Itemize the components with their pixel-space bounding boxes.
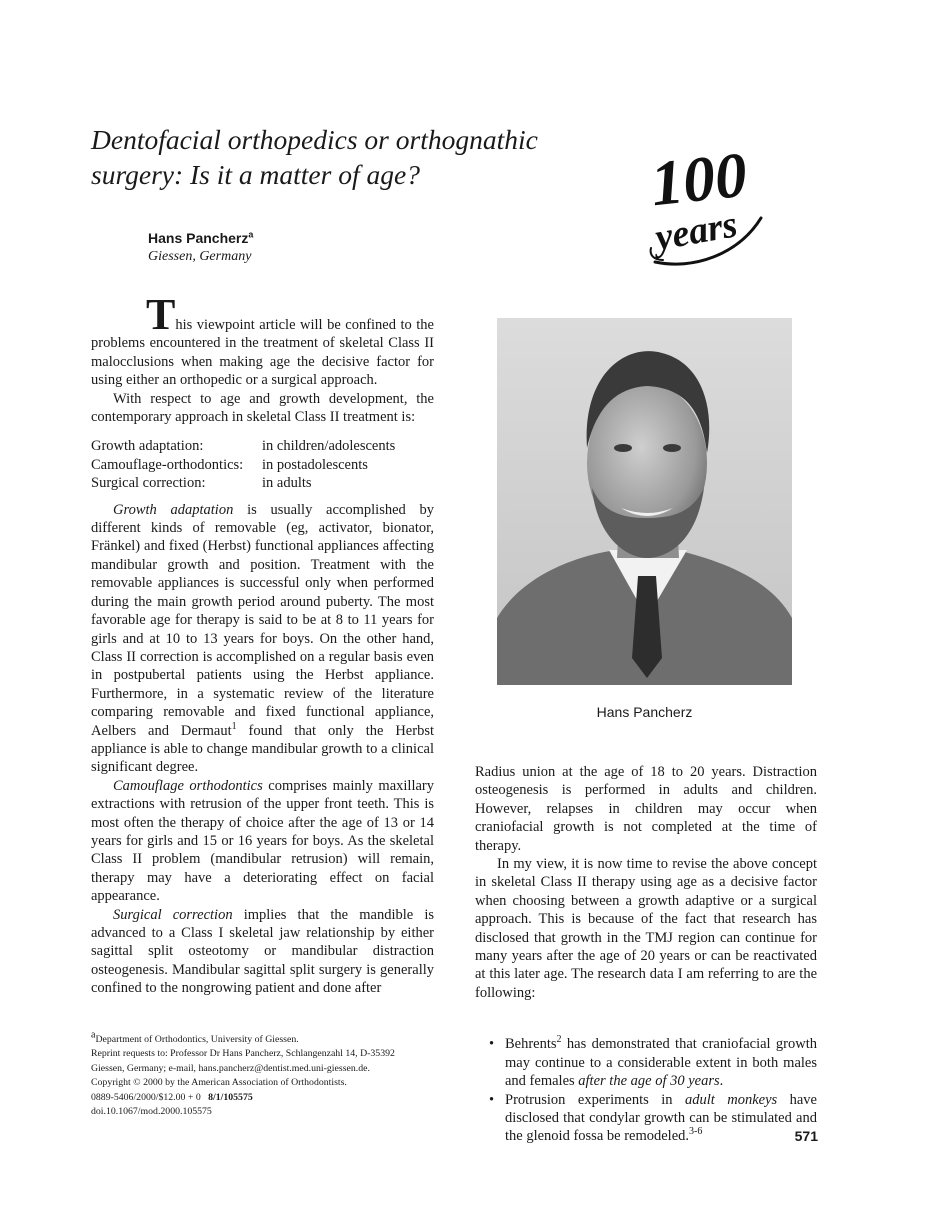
author-block — [148, 228, 253, 266]
reprint-note-cont: Giessen, Germany; e-mail, hans.pancherz@dentist.med.uni-giessen.de. — [91, 1062, 370, 1074]
paragraph: Camouflage orthodontics comprises mainly maxillary extractions with retrusion of the upper front teeth. This is most often the therapy of choice after the age of 13 or 14 years for girls and 15 or 16 years for boys. As the skeletal Class II problem (mandibular retrusion) will remain, therapy may have a deteriorating effect on facial appearance. — [91, 777, 434, 905]
reference-marker: 3-6 — [689, 1126, 703, 1138]
footnotes — [91, 1029, 451, 1119]
paragraph: Radius union at the age of 18 to 20 years. Distraction osteogenesis is performed in adults and children. However, relapses in children may occur when craniofacial growth is not completed at the time of therapy. — [475, 764, 817, 854]
paragraph: In my view, it is now time to revise the above concept in skeletal Class II therapy using age as a decisive factor when choosing between a growth adaptive or a surgical approach. This is because of the fact that research has disclosed that growth in the TMJ region can continue for many years after the age of 20 years or can be reactivated at this later age. The research data I am referring to are the following: — [475, 856, 817, 1001]
logo-number: 100 — [647, 138, 751, 220]
left-column — [91, 290, 434, 998]
page-number: 571 — [794, 1128, 818, 1144]
right-column — [475, 763, 817, 1146]
author-name: Hans Pancherz$^a$ — [148, 229, 254, 246]
intro-paragraph: This viewpoint article will be confined to the problems encountered in the treatment of skeletal Class II malocclusions when making age the decisive factor for using either an orthopedic or a surgical approach. — [91, 290, 434, 389]
reprint-note: Reprint requests to: Professor Dr Hans Pancherz, Schlangenzahl 14, D-35392 — [91, 1048, 395, 1060]
table-row: Growth adaptation: in children/adolescents — [91, 438, 396, 455]
drop-cap: T — [146, 290, 176, 339]
table-row: Surgical correction: in adults — [91, 475, 312, 492]
research-list — [475, 1035, 817, 1145]
photo-caption: Hans Pancherz — [596, 704, 693, 720]
centennial-logo — [643, 130, 773, 275]
reference-marker: 1 — [231, 720, 237, 732]
affiliation-note: $^a$Department of Orthodontics, University of Giessen. — [91, 1029, 299, 1045]
paragraph: Growth adaptation is usually accomplished by different kinds of removable (eg, activator, bionator, Fränkel) and fixed (Herbst) functional appliances affecting mandibular growth and position. Treatment with the removable appliances is successful only when performed during the main growth period around puberty. The most favorable age for therapy is said to be at 8 to 11 years for girls and at 10 to 13 years for boys. On the other hand, Class II correction is accomplished on a regular basis even in postpubertal patients using the Herbst appliance. Furthermore, in a systematic review of the literature comparing removable and fixed functional appliance, Aelbers and Dermaut$^1$ found that only the Herbst appliance is able to change mandibular growth to a clinical significant degree. — [91, 501, 434, 776]
list-item: • Behrents$^2$ has demonstrated that craniofacial growth may continue to a considerable extent in both males and females after the age of 30 years. — [475, 1035, 817, 1090]
reference-marker: 2 — [556, 1034, 562, 1046]
copyright-note: Copyright © 2000 by the American Association of Orthodontists. — [91, 1077, 347, 1089]
age-approach-table — [91, 437, 434, 492]
paragraph: With respect to age and growth development, the contemporary approach in skeletal Class II treatment is: — [91, 390, 434, 426]
table-row: Camouflage-orthodontics: in postadolescents — [91, 456, 368, 473]
article-title: Dentofacial orthopedics or orthognathic surgery: Is it a matter of age? — [91, 124, 538, 190]
list-item: • Protrusion experiments in adult monkeys have disclosed that condylar growth can be stimulated and the glenoid fossa be remodeled.$^{3-6}$ — [475, 1091, 817, 1146]
doi-note: doi.10.1067/mod.2000.105575 — [91, 1106, 212, 1118]
paragraph: Surgical correction implies that the mandible is advanced to a Class I skeletal jaw relationship by either sagittal split osteotomy or mandibular distraction osteogenesis. Mandibular sagittal split surgery is generally confined to the nongrowing patient and done after — [91, 906, 434, 997]
issn-note: 0889-5406/2000/$12.00 + 0 8/1/105575 — [91, 1091, 253, 1103]
logo-word: years — [652, 203, 741, 260]
author-affiliation-marker: a — [248, 229, 254, 240]
author-location: Giessen, Germany — [148, 249, 252, 264]
author-photo — [497, 318, 792, 685]
